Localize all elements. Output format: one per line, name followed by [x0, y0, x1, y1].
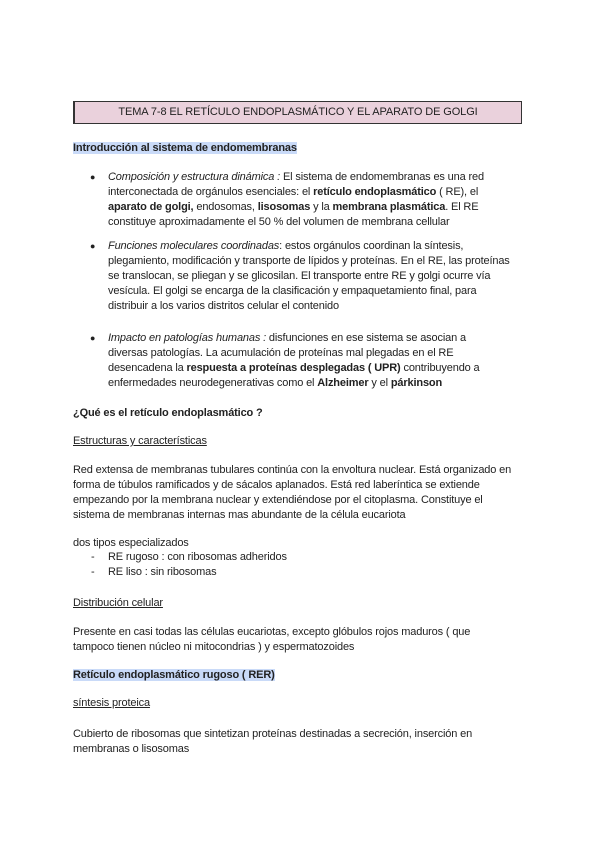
text-segment: membranas o lisosomas [73, 743, 190, 755]
text-segment: Presente en casi todas las células eucariotas, excepto glóbulos rojos maduros ( que [73, 626, 471, 638]
text-segment: . El RE [445, 201, 479, 213]
text-line [108, 550, 287, 565]
text-line [108, 185, 478, 200]
text-line [108, 565, 216, 580]
subheading-text: Distribución celular [73, 597, 163, 609]
bold-text: Introducción al sistema de endomembranas [73, 142, 297, 154]
bold-text: aparato de golgi, [108, 201, 194, 213]
text-segment: enfermedades neurodegenerativas como el [108, 377, 318, 389]
text-segment: ( RE), el [436, 186, 479, 198]
text-line [73, 625, 470, 640]
text-segment: interconectada de orgánulos esenciales: el [108, 186, 314, 198]
dash-marker: - [91, 551, 95, 563]
text-line [73, 434, 207, 449]
text-segment: forma de túbulos ramificados y de sácalos aplanados. Está red laberíntica se extiende [73, 479, 480, 491]
text-line [73, 463, 511, 478]
bold-text: lisosomas [257, 201, 311, 213]
subheading-text: Estructuras y características [73, 435, 207, 447]
bold-text: Alzheimer [317, 377, 369, 389]
text-line [108, 170, 484, 185]
document-title: TEMA 7-8 EL RETÍCULO ENDOPLASMÁTICO Y EL APARATO DE GOLGI [73, 101, 522, 124]
text-line [108, 215, 450, 230]
bold-text: membrana plasmática [332, 201, 446, 213]
text-segment: constituye aproximadamente el 50 % del volumen de membrana cellular [108, 216, 450, 228]
text-line [73, 727, 472, 742]
text-line [108, 346, 453, 361]
text-segment: RE rugoso : con ribosomas adheridos [108, 551, 287, 563]
text-segment: endosomas, [193, 201, 258, 213]
text-segment: contribuyendo a [400, 362, 480, 374]
text-line [108, 254, 510, 269]
dash-marker: - [91, 566, 95, 578]
bold-text: párkinson [390, 377, 443, 389]
text-segment: diversas patologías. La acumulación de proteínas mal plegadas en el RE [108, 347, 454, 359]
bold-text: respuesta a proteínas desplegadas ( UPR) [186, 362, 401, 374]
text-line [73, 478, 480, 493]
text-segment: se translocan, se pliegan y se glicosilan. El transporte entre RE y golgi ocurre vía [108, 270, 491, 282]
italic-text: Composición y estructura dinámica : [108, 171, 281, 183]
text-line [108, 239, 463, 254]
text-line [108, 200, 478, 215]
text-line [73, 696, 150, 711]
text-line [108, 376, 442, 391]
text-segment: : estos orgánulos coordinan la síntesis, [279, 240, 464, 252]
italic-text: Impacto en patologías humanas : [108, 332, 267, 344]
text-line [73, 508, 406, 523]
text-line [108, 269, 490, 284]
bold-text: retículo endoplasmático [313, 186, 437, 198]
italic-text: Funciones moleculares coordinadas [108, 240, 280, 252]
text-line [73, 406, 263, 421]
text-segment: El sistema de endomembranas es una red [280, 171, 484, 183]
text-segment: RE liso : sin ribosomas [108, 566, 217, 578]
text-segment: Red extensa de membranas tubulares continúa con la envoltura nuclear. Está organizado en [73, 464, 512, 476]
text-segment: sistema de membranas internas mas abundante de la célula eucariota [73, 509, 406, 521]
text-line [108, 361, 480, 376]
text-line [73, 742, 189, 757]
bold-text: ¿Qué es el retículo endoplasmático ? [73, 407, 263, 419]
text-segment: disfunciones en ese sistema se asocian a [266, 332, 466, 344]
text-line [73, 596, 163, 611]
text-line [73, 640, 354, 655]
text-segment: Cubierto de ribosomas que sintetizan proteínas destinadas a secreción, inserción en [73, 728, 473, 740]
text-segment: dos tipos especializados [73, 537, 189, 549]
text-segment: y el [368, 377, 391, 389]
text-line [73, 536, 189, 551]
text-line [108, 331, 466, 346]
text-segment: empezando por la membrana nuclear y extendiéndose por el citoplasma. Constituye el [73, 494, 483, 506]
bullet-icon: ● [90, 241, 96, 251]
subheading-text: síntesis proteica [73, 697, 150, 709]
section-heading [73, 141, 297, 156]
text-segment: vesícula. El golgi se encarga de la clasificación y empaquetamiento final, para [108, 285, 477, 297]
bullet-icon: ● [90, 333, 96, 343]
text-segment: tampoco tienen núcleo ni mitocondrias ) y espermatozoides [73, 641, 355, 653]
text-line [108, 299, 339, 314]
section-heading [73, 668, 275, 683]
text-line [73, 493, 483, 508]
bold-text: Retículo endoplasmático rugoso ( RER) [73, 669, 275, 681]
text-segment: plegamiento, modificación y transporte de lípidos y proteínas. En el RE, las proteínas [108, 255, 510, 267]
text-line [108, 284, 476, 299]
bullet-icon: ● [90, 172, 96, 182]
text-segment: y la [310, 201, 333, 213]
text-segment: distribuir a los varios distritos celular el contenido [108, 300, 339, 312]
text-segment: desencadena la [108, 362, 187, 374]
